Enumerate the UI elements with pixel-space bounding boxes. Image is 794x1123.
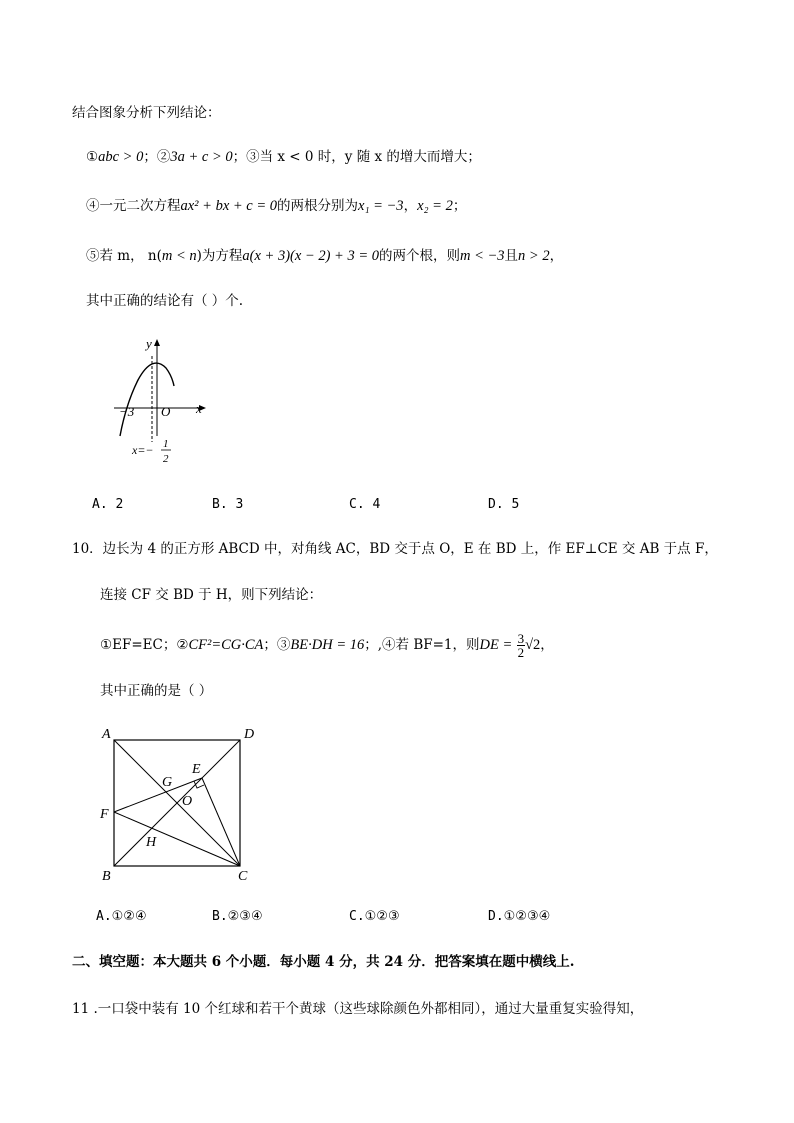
label-d: D [244, 727, 255, 742]
q11-line1: 11 .一口袋中装有 10 个红球和若干个黄球（这些球除颜色外都相同），通过大量重复实验得知， [72, 1001, 644, 1017]
q9-c4-prefix: ④一元二次方程 [86, 198, 181, 214]
q9-option-c[interactable] [349, 497, 380, 512]
option-value: ②③④ [227, 909, 263, 924]
q10-c4-fraction [517, 632, 526, 659]
y-axis-arrow-icon [154, 339, 160, 346]
q10-option-a[interactable] [96, 909, 147, 924]
segment-fc [114, 812, 240, 866]
q9-conclusion-5 [86, 247, 563, 265]
option-letter: B. [212, 497, 228, 512]
fraction-den: 2 [517, 645, 525, 660]
q9-c4-root1: x₁ = −3 [358, 198, 404, 214]
option-value: 5 [511, 497, 520, 512]
option-letter: C. [349, 909, 365, 924]
label-g: G [162, 775, 173, 790]
label-b: B [102, 869, 111, 884]
label-o: O [182, 794, 193, 809]
q10-sep: ；③ [263, 637, 291, 653]
q9-c4-root2: x₂ = 2 [417, 198, 453, 214]
parabola-curve [120, 363, 174, 436]
option-value: 2 [115, 497, 124, 512]
q9-c5-mid: )为方程 [196, 248, 243, 264]
label-f: F [100, 807, 109, 822]
q9-conclusion-4 [86, 197, 466, 215]
axis-eq-num: 1 [163, 438, 169, 450]
option-value: ①②④ [111, 909, 147, 924]
q9-c4-mid: 的两根分别为 [277, 198, 359, 214]
q9-sep1: ； [143, 149, 157, 165]
q9-c5-mid2: 的两个根，则 [378, 248, 460, 264]
q9-c3: ③当 x < 0 时，y 随 x 的增大而增大； [246, 149, 481, 165]
q10-c2-expr: CF²=CG·CA [188, 637, 264, 653]
q9-c5-prefix: ⑤若 m， n( [86, 248, 162, 264]
q10-option-b[interactable] [212, 909, 263, 924]
option-value: ①②③④ [503, 909, 551, 924]
q10-c3-expr: BE·DH = 16 [290, 637, 365, 653]
q10-option-d[interactable] [488, 909, 550, 924]
q9-conclusions-1-3 [86, 148, 481, 166]
x-label: x [196, 401, 202, 416]
option-letter: B. [212, 909, 228, 924]
q10-mid: ；,④若 BF=1，则 [364, 637, 480, 653]
label-a: A [102, 727, 111, 742]
option-value: ①②③ [364, 909, 400, 924]
q10-square-figure [96, 722, 266, 887]
y-label: y [146, 336, 152, 351]
option-letter: A. [92, 497, 108, 512]
q9-c5-paren: m < n [161, 248, 197, 264]
q10-question: 其中正确的是（ ） [100, 683, 213, 699]
q9-c5-cond2: n > 2 [518, 248, 550, 264]
q9-c1-expr: abc > 0 [98, 149, 144, 165]
option-letter: D. [488, 497, 504, 512]
q10-c4-radical: √2 [525, 637, 541, 653]
q9-c5-and: 且 [504, 248, 519, 264]
origin-label: O [161, 404, 171, 419]
q10-option-c[interactable] [349, 909, 400, 924]
q10-conclusions [100, 632, 554, 659]
q9-c5-cond1: m < −3 [459, 248, 505, 264]
label-e: E [192, 762, 201, 777]
q9-c4-expr: ax² + bx + c = 0 [180, 198, 278, 214]
fraction-num: 3 [517, 631, 525, 646]
segment-ec [202, 778, 240, 866]
right-angle-mark-icon [194, 781, 204, 788]
q9-c2-circle: ② [156, 149, 171, 165]
q9-c5-end: ， [549, 248, 564, 264]
q10-line2: 连接 CF 交 BD 于 H，则下列结论： [100, 587, 323, 603]
q9-option-b[interactable] [212, 497, 243, 512]
q9-c4-end: ； [452, 198, 467, 214]
axis-eq-prefix: x=− [132, 443, 154, 457]
option-letter: A. [96, 909, 112, 924]
label-h: H [146, 835, 157, 850]
q9-c5-expr: a(x + 3)(x − 2) + 3 = 0 [242, 248, 379, 264]
q9-intro: 结合图象分析下列结论： [72, 105, 221, 121]
option-letter: C. [349, 497, 365, 512]
section2-heading: 二、填空题：本大题共 6 个小题．每小题 4 分，共 24 分．把答案填在题中横线上. [72, 954, 575, 970]
q10-end: ， [540, 637, 554, 653]
option-value: 3 [235, 497, 244, 512]
label-c: C [238, 869, 248, 884]
q9-option-a[interactable] [92, 497, 123, 512]
q9-c1-circle: ① [86, 149, 99, 165]
q9-sep2: ； [232, 149, 247, 165]
q9-parabola-graph [108, 334, 218, 469]
q10-c4-lhs: DE = [479, 637, 513, 653]
q10-c1: ①EF=EC；② [100, 637, 189, 653]
q10-line1: 10．边长为 4 的正方形 ABCD 中，对角线 AC，BD 交于点 O，E 在 BD 上，作 EF⊥CE 交 AB 于点 F， [72, 541, 718, 557]
q9-option-d[interactable] [488, 497, 519, 512]
option-value: 4 [372, 497, 381, 512]
q9-c4-comma: ， [403, 198, 418, 214]
q9-question: 其中正确的结论有（ ）个. [86, 293, 244, 309]
axis-eq-den: 2 [163, 453, 169, 465]
option-letter: D. [488, 909, 504, 924]
neg3-label: −3 [119, 404, 135, 419]
q9-c2-expr: 3a + c > 0 [170, 149, 233, 165]
